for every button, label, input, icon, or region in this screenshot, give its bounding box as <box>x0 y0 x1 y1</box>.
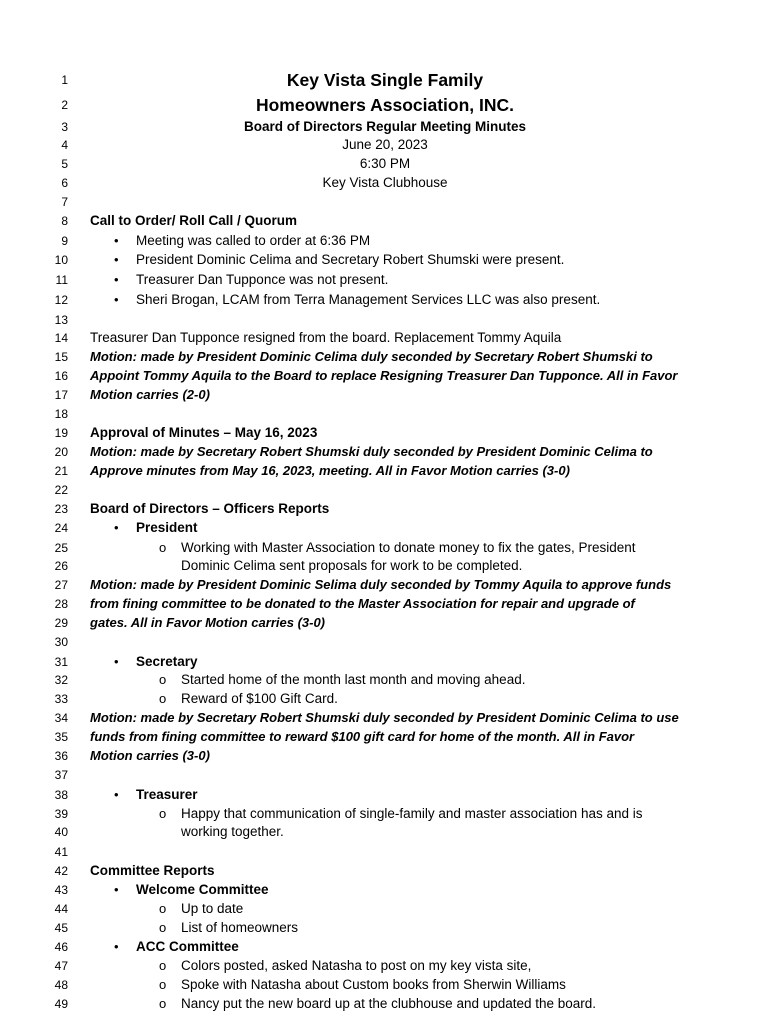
document-line <box>0 785 770 805</box>
line-number: 33 <box>54 692 68 706</box>
document-line <box>0 95 770 115</box>
line-number: 23 <box>54 502 68 516</box>
document-line <box>0 117 770 137</box>
document-line <box>0 918 770 938</box>
bullet-icon: • <box>114 882 119 897</box>
line-text: Appoint Tommy Aquila to the Board to replace Resigning Treasurer Dan Tupponce. All in Favor <box>90 368 678 383</box>
line-number: 17 <box>54 388 68 402</box>
line-text: Motion: made by President Dominic Selima duly seconded by Tommy Aquila to approve funds <box>90 577 672 592</box>
document-line <box>0 385 770 405</box>
line-number: 15 <box>54 350 68 364</box>
bullet-icon: • <box>114 272 119 287</box>
document-line <box>0 822 770 842</box>
sub-bullet-icon: o <box>159 672 167 687</box>
line-text: Treasurer <box>136 787 198 802</box>
line-text: Approve minutes from May 16, 2023, meeting. All in Favor Motion carries (3-0) <box>90 463 570 478</box>
line-text: Key Vista Clubhouse <box>322 175 448 190</box>
line-text: Spoke with Natasha about Custom books from Sherwin Williams <box>181 977 566 992</box>
document-line <box>0 518 770 538</box>
line-text: Dominic Celima sent proposals for work to be completed. <box>181 558 523 573</box>
document-line <box>0 861 770 881</box>
document-line <box>0 765 770 785</box>
sub-bullet-icon: o <box>159 691 167 706</box>
line-number: 44 <box>54 902 68 916</box>
document-line <box>0 404 770 424</box>
line-number: 31 <box>54 655 68 669</box>
line-number: 43 <box>54 883 68 897</box>
line-text: working together. <box>181 824 284 839</box>
document-line <box>0 956 770 976</box>
line-number: 7 <box>61 195 68 209</box>
line-number: 32 <box>54 673 68 687</box>
line-number: 19 <box>54 426 68 440</box>
document-line <box>0 689 770 709</box>
document-line <box>0 594 770 614</box>
line-text: President Dominic Celima and Secretary Robert Shumski were present. <box>136 252 565 267</box>
document-line <box>0 708 770 728</box>
line-number: 1 <box>61 73 68 87</box>
line-number: 49 <box>54 997 68 1011</box>
bullet-icon: • <box>114 292 119 307</box>
sub-bullet-icon: o <box>159 977 167 992</box>
line-text: List of homeowners <box>181 920 299 935</box>
line-number: 28 <box>54 597 68 611</box>
line-text: Board of Directors – Officers Reports <box>90 501 330 516</box>
document-line <box>0 231 770 251</box>
document-line <box>0 135 770 155</box>
line-number: 45 <box>54 921 68 935</box>
line-text: Motion: made by Secretary Robert Shumski duly seconded by President Dominic Celima to use <box>90 710 679 725</box>
line-text: Colors posted, asked Natasha to post on my key vista site, <box>181 958 532 973</box>
document-line <box>0 442 770 462</box>
document-line <box>0 366 770 386</box>
document-line <box>0 575 770 595</box>
line-number: 39 <box>54 807 68 821</box>
line-text: Motion carries (3-0) <box>90 748 210 763</box>
document-line <box>0 727 770 747</box>
line-number: 36 <box>54 749 68 763</box>
line-text: from fining committee to be donated to the Master Association for repair and upgrade of <box>90 596 635 611</box>
line-text: Motion carries (2-0) <box>90 387 210 402</box>
line-number: 6 <box>61 176 68 190</box>
line-number: 42 <box>54 864 68 878</box>
document-line <box>0 746 770 766</box>
document-line <box>0 70 770 90</box>
sub-bullet-icon: o <box>159 958 167 973</box>
line-number: 9 <box>61 234 68 248</box>
line-text: June 20, 2023 <box>342 137 428 152</box>
line-number: 38 <box>54 788 68 802</box>
document-line <box>0 880 770 900</box>
line-text: Key Vista Single Family <box>286 70 484 90</box>
line-number: 21 <box>54 464 68 478</box>
document-line <box>0 480 770 500</box>
document-line <box>0 499 770 519</box>
line-number: 3 <box>61 120 68 134</box>
document-line <box>0 347 770 367</box>
line-text: Motion: made by President Dominic Celima duly seconded by Secretary Robert Shumski to <box>90 349 653 364</box>
line-number: 12 <box>54 293 68 307</box>
document-line <box>0 632 770 652</box>
bullet-icon: • <box>114 252 119 267</box>
document-line <box>0 328 770 348</box>
sub-bullet-icon: o <box>159 920 167 935</box>
line-text: gates. All in Favor Motion carries (3-0) <box>90 615 326 630</box>
bullet-icon: • <box>114 233 119 248</box>
sub-bullet-icon: o <box>159 996 167 1011</box>
line-text: President <box>136 520 198 535</box>
line-text: Treasurer Dan Tupponce was not present. <box>136 272 389 287</box>
bullet-icon: • <box>114 787 119 802</box>
document-line <box>0 804 770 824</box>
bullet-icon: • <box>114 520 119 535</box>
line-number: 48 <box>54 978 68 992</box>
line-text: Working with Master Association to donate money to fix the gates, President <box>181 540 636 555</box>
document-line <box>0 173 770 193</box>
line-text: Approval of Minutes – May 16, 2023 <box>90 425 318 440</box>
line-text: Sheri Brogan, LCAM from Terra Management Services LLC was also present. <box>136 292 601 307</box>
line-number: 30 <box>54 635 68 649</box>
line-number: 47 <box>54 959 68 973</box>
line-number: 24 <box>54 521 68 535</box>
line-text: Nancy put the new board up at the clubhouse and updated the board. <box>181 996 597 1011</box>
document-line <box>0 290 770 310</box>
line-number: 29 <box>54 616 68 630</box>
line-number: 2 <box>61 98 68 112</box>
line-text: Board of Directors Regular Meeting Minutes <box>243 119 527 134</box>
line-text: Meeting was called to order at 6:36 PM <box>136 233 371 248</box>
line-number: 8 <box>61 214 68 228</box>
document-line <box>0 154 770 174</box>
line-text: funds from fining committee to reward $100 gift card for home of the month. All in Favor <box>90 729 635 744</box>
line-number: 13 <box>54 313 68 327</box>
document-line <box>0 842 770 862</box>
document-line <box>0 538 770 558</box>
line-number: 14 <box>54 331 68 345</box>
line-number: 18 <box>54 407 68 421</box>
document-line <box>0 270 770 290</box>
line-number: 40 <box>54 825 68 839</box>
document-line <box>0 652 770 672</box>
line-number: 11 <box>55 273 68 287</box>
line-text: 6:30 PM <box>359 156 411 171</box>
line-number: 5 <box>61 157 68 171</box>
line-number: 26 <box>54 559 68 573</box>
document-line <box>0 613 770 633</box>
line-text: Secretary <box>136 654 198 669</box>
line-text: Call to Order/ Roll Call / Quorum <box>90 213 298 228</box>
document-line <box>0 423 770 443</box>
document-line <box>0 461 770 481</box>
line-text: Happy that communication of single-family and master association has and is <box>181 806 643 821</box>
document-line <box>0 192 770 212</box>
bullet-icon: • <box>114 654 119 669</box>
document-line <box>0 670 770 690</box>
document-line <box>0 937 770 957</box>
line-text: ACC Committee <box>136 939 239 954</box>
document-line <box>0 250 770 270</box>
document-line <box>0 211 770 231</box>
line-number: 4 <box>61 138 68 152</box>
line-text: Up to date <box>181 901 244 916</box>
line-number: 10 <box>54 253 68 267</box>
line-text: Reward of $100 Gift Card. <box>181 691 338 706</box>
line-number: 34 <box>54 711 68 725</box>
sub-bullet-icon: o <box>159 901 167 916</box>
document-line <box>0 899 770 919</box>
line-number: 16 <box>54 369 68 383</box>
line-text: Welcome Committee <box>136 882 269 897</box>
sub-bullet-icon: o <box>159 540 167 555</box>
line-number: 41 <box>54 845 68 859</box>
line-number: 27 <box>54 578 68 592</box>
document-line <box>0 975 770 995</box>
line-number: 46 <box>54 940 68 954</box>
document-line <box>0 994 770 1014</box>
sub-bullet-icon: o <box>159 806 167 821</box>
line-text: Started home of the month last month and moving ahead. <box>181 672 526 687</box>
line-text: Motion: made by Secretary Robert Shumski duly seconded by President Dominic Celima to <box>90 444 653 459</box>
line-text: Treasurer Dan Tupponce resigned from the board. Replacement Tommy Aquila <box>90 330 562 345</box>
line-text: Committee Reports <box>90 863 215 878</box>
line-number: 37 <box>54 768 68 782</box>
bullet-icon: • <box>114 939 119 954</box>
line-number: 25 <box>54 541 68 555</box>
document-line <box>0 556 770 576</box>
line-number: 22 <box>54 483 68 497</box>
line-number: 20 <box>54 445 68 459</box>
document-line <box>0 310 770 330</box>
line-text: Homeowners Association, INC. <box>255 95 514 115</box>
line-number: 35 <box>54 730 68 744</box>
